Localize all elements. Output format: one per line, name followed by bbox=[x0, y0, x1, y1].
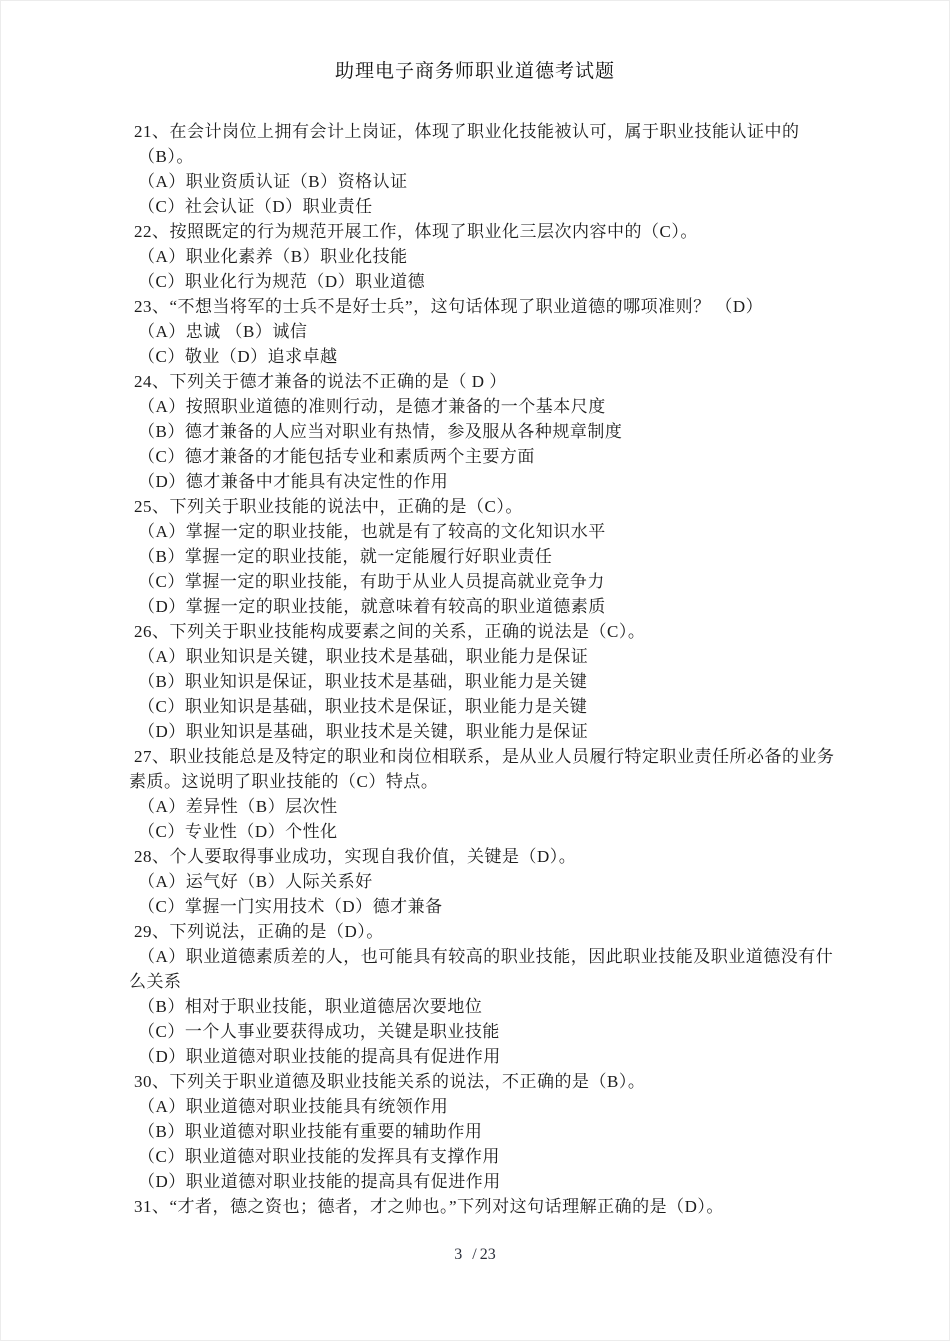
text-line: 23、“不想当将军的士兵不是好士兵”，这句话体现了职业道德的哪项准则？ （D） bbox=[134, 297, 764, 316]
text-line: （C）职业化行为规范（D）职业道德 bbox=[138, 272, 426, 291]
page-number-total: 23 bbox=[479, 1246, 496, 1263]
text-line: （D）职业知识是基础，职业技术是关键，职业能力是保证 bbox=[138, 722, 589, 741]
text-line: （C）德才兼备的才能包括专业和素质两个主要方面 bbox=[138, 447, 535, 466]
text-line: 28、个人要取得事业成功，实现自我价值，关键是（D）。 bbox=[134, 847, 577, 866]
text-line: 22、按照既定的行为规范开展工作，体现了职业化三层次内容中的（C）。 bbox=[134, 222, 698, 241]
text-line: （D）职业道德对职业技能的提高具有促进作用 bbox=[138, 1047, 501, 1066]
question-list bbox=[129, 119, 844, 1219]
text-line: （C）专业性（D）个性化 bbox=[138, 822, 338, 841]
text-line: 么关系 bbox=[129, 972, 182, 991]
text-line: （A）职业资质认证（B）资格认证 bbox=[138, 172, 408, 191]
text-line: （C）掌握一门实用技术（D）德才兼备 bbox=[138, 897, 443, 916]
text-line: 30、下列关于职业道德及职业技能关系的说法，不正确的是（B）。 bbox=[134, 1072, 646, 1091]
text-line: （D）职业道德对职业技能的提高具有促进作用 bbox=[138, 1172, 501, 1191]
text-line: （A）忠诚 （B）诚信 bbox=[138, 322, 308, 341]
page-number-current: 3 bbox=[454, 1246, 463, 1263]
text-line: （A）职业道德对职业技能具有统领作用 bbox=[138, 1097, 449, 1116]
text-line: （A）职业化素养（B）职业化技能 bbox=[138, 247, 408, 266]
page-title: 助理电子商务师职业道德考试题 bbox=[334, 61, 615, 82]
text-line: 31、“才者，德之资也；德者，才之帅也。”下列对这句话理解正确的是（D）。 bbox=[134, 1197, 724, 1216]
text-line: 素质。这说明了职业技能的（C）特点。 bbox=[129, 772, 439, 791]
text-line: （C）一个人事业要获得成功，关键是职业技能 bbox=[138, 1022, 500, 1041]
text-line: （C）职业知识是基础，职业技术是保证，职业能力是关键 bbox=[138, 697, 588, 716]
text-line: （A）差异性（B）层次性 bbox=[138, 797, 338, 816]
text-line: （A）运气好（B）人际关系好 bbox=[138, 872, 373, 891]
text-line: （A）掌握一定的职业技能，也就是有了较高的文化知识水平 bbox=[138, 522, 606, 541]
text-line: （B）职业道德对职业技能有重要的辅助作用 bbox=[138, 1122, 483, 1141]
text-line: （A）按照职业道德的准则行动，是德才兼备的一个基本尺度 bbox=[138, 397, 606, 416]
text-line: 27、职业技能总是及特定的职业和岗位相联系，是从业人员履行特定职业责任所必备的业务 bbox=[134, 747, 835, 766]
text-line: （B）。 bbox=[138, 147, 194, 166]
text-line: （B）掌握一定的职业技能，就一定能履行好职业责任 bbox=[138, 547, 553, 566]
text-line: （C）职业道德对职业技能的发挥具有支撑作用 bbox=[138, 1147, 500, 1166]
text-line: 26、下列关于职业技能构成要素之间的关系，正确的说法是（C）。 bbox=[134, 622, 646, 641]
text-line: （B）相对于职业技能，职业道德居次要地位 bbox=[138, 997, 483, 1016]
text-line: 24、下列关于德才兼备的说法不正确的是（ D ） bbox=[134, 372, 507, 391]
text-line: （A）职业知识是关键，职业技术是基础，职业能力是保证 bbox=[138, 647, 589, 666]
text-line: （C）掌握一定的职业技能，有助于从业人员提高就业竞争力 bbox=[138, 572, 605, 591]
page-number bbox=[1, 1246, 949, 1264]
text-line: （C）敬业（D）追求卓越 bbox=[138, 347, 338, 366]
text-line: （D）德才兼备中才能具有决定性的作用 bbox=[138, 472, 449, 491]
text-line: （B）职业知识是保证，职业技术是基础，职业能力是关键 bbox=[138, 672, 588, 691]
page-number-separator: / bbox=[472, 1246, 477, 1263]
text-line: 25、下列关于职业技能的说法中，正确的是（C）。 bbox=[134, 497, 523, 516]
text-line: 29、下列说法，正确的是（D）。 bbox=[134, 922, 384, 941]
text-line: （A）职业道德素质差的人，也可能具有较高的职业技能，因此职业技能及职业道德没有什 bbox=[138, 947, 834, 966]
text-line: （C）社会认证（D）职业责任 bbox=[138, 197, 373, 216]
text-line: 21、在会计岗位上拥有会计上岗证，体现了职业化技能被认可，属于职业技能认证中的 bbox=[134, 122, 800, 141]
text-line: （B）德才兼备的人应当对职业有热情，参及服从各种规章制度 bbox=[138, 422, 623, 441]
text-line: （D）掌握一定的职业技能，就意味着有较高的职业道德素质 bbox=[138, 597, 606, 616]
